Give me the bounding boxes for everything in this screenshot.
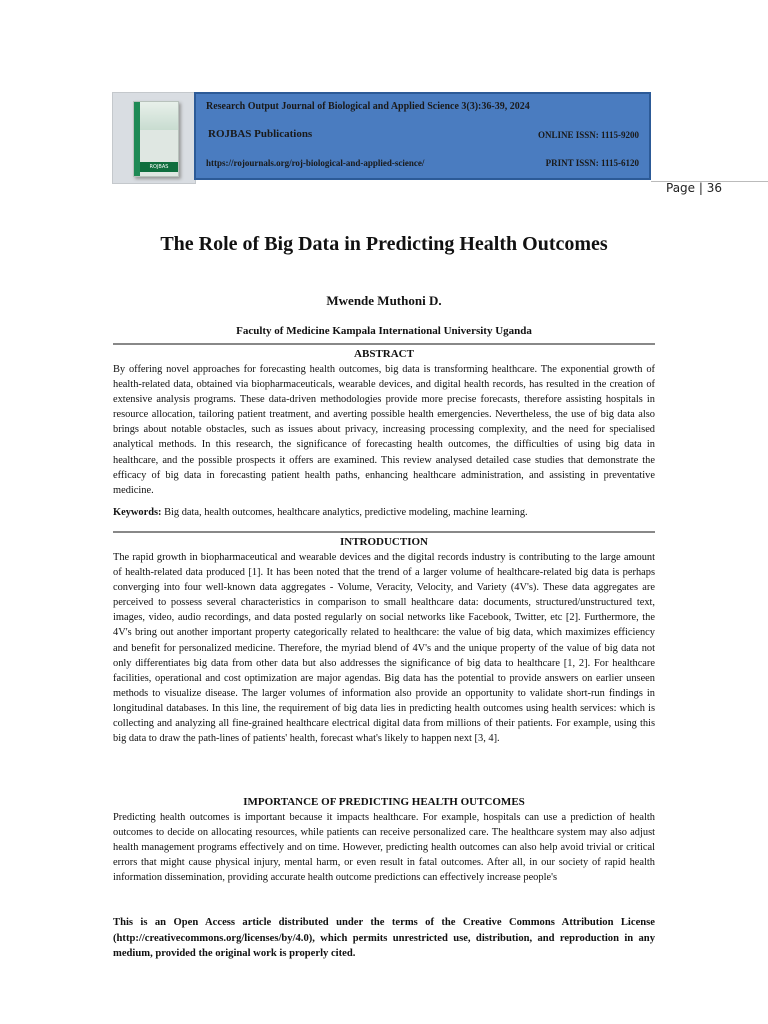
keywords-line [113, 507, 655, 518]
author-affiliation: Faculty of Medicine Kampala International University Uganda [236, 325, 532, 337]
importance-text: Predicting health outcomes is important because it impacts healthcare. For example, hospitals can use a prediction of health outcomes to decide on allocating resources, while patients can receive personalized care. The healthcare system may also adjust health management programs effectively and on time. However, predicting health outcomes can also help avoid trivial or critical errors that might cause physical injury, mental harm, or even result in fatal outcomes. After all, in our society of rapid health information dissemination, providing accurate health outcome predictions can effectively increase people's [113, 812, 655, 884]
introduction-text: The rapid growth in biopharmaceutical and wearable devices and the digital records industry is contributing to the large amount of health-related data produced [1]. It has been noted that the trend of a larger volume of healthcare-related big data is perhaps converging into four well-known data aggregates - Volume, Veracity, Velocity, and Variety (4V's). These data aggregates are perceived to possess several characteristics in comparison to small healthcare data: documents, structured/unstructured text, images, video, audio recordings, and data posted regularly on social networks like Facebook, Twitter, etc [2]. Furthermore, the 4V's bring out another important property categorically related to healthcare: the value of big data, which maximizes efficiency and benefit for personalized medicine. Therefore, the myriad blend of 4V's and the unique property of the value of big data not only differentiates big data from other data but also addresses the significance of big data to healthcare [1, 2]. For healthcare facilities, operational and cost optimization are major agendas. Big data has the potential to provide answers on earlier unseen methods to visualize disease. The larger volumes of information also provide an opportunity to validate short-run findings in longitudinal databases. In this line, the requirement of big data lies in predicting health outcomes using health services: which is collecting and analyzing all fine-grained healthcare electrical digital data from millions of their patients. For example, using this big data to draw the path-lines of patients' health, forecast what's likely to happen next [3, 4]. [113, 552, 655, 745]
keywords-list: Big data, health outcomes, healthcare analytics, predictive modeling, machine learning. [161, 507, 528, 518]
journal-citation: Research Output Journal of Biological and Applied Science 3(3):36-39, 2024 [206, 101, 530, 112]
journal-cover-image [112, 92, 196, 184]
open-access-notice: This is an Open Access article distributed under the terms of the Creative Commons Attribution License (http://creativecommons.org/licenses/by/4.0), which permits unrestricted use, distribution, and reproduction in any medium, provided the original work is properly cited. [113, 917, 655, 959]
divider [113, 531, 655, 533]
online-issn: ONLINE ISSN: 1115-9200 [537, 130, 639, 140]
divider [113, 343, 655, 345]
introduction-heading: INTRODUCTION [339, 536, 428, 548]
cover-publisher-band: ROJBAS [140, 162, 178, 172]
journal-header-box [194, 92, 651, 180]
abstract-text: By offering novel approaches for forecasting health outcomes, big data is transforming healthcare. The exponential growth of health-related data, obtained via biopharmaceuticals, wearable devices, and digital health records, has resulted in the creation of extensive analysis programs. These data-driven methodologies provide more precise forecasts, therefore assisting hospitals in resource allocation, tailoring patient treatment, and averting possible health emergencies. Nevertheless, the use of big data also brings about notable obstacles, such as issues about privacy, increasing processing complexity, and the need for specialised analytical methods. In this research, the significance of forecasting health outcomes, the difficulties of using big data in healthcare, and the possible prospects it offers are examined. This review analysed detailed case studies that demonstrate the efficacy of big data in forecasting patient health paths, enhancing healthcare administration, and assisting in preventative medicine. [113, 364, 655, 496]
author-name: Mwende Muthoni D. [326, 293, 442, 308]
keywords-label: Keywords: [113, 507, 162, 518]
importance-heading: IMPORTANCE OF PREDICTING HEALTH OUTCOMES [243, 796, 525, 808]
article-title: The Role of Big Data in Predicting Health Outcomes [160, 233, 608, 255]
print-issn: PRINT ISSN: 1115-6120 [545, 158, 639, 168]
book-cover [133, 101, 179, 177]
publisher-name: ROJBAS Publications [208, 128, 313, 140]
abstract-heading: ABSTRACT [354, 348, 414, 360]
journal-url[interactable]: https://rojournals.org/roj-biological-and-applied-science/ [206, 158, 425, 168]
page-number: Page | 36 [666, 181, 722, 195]
